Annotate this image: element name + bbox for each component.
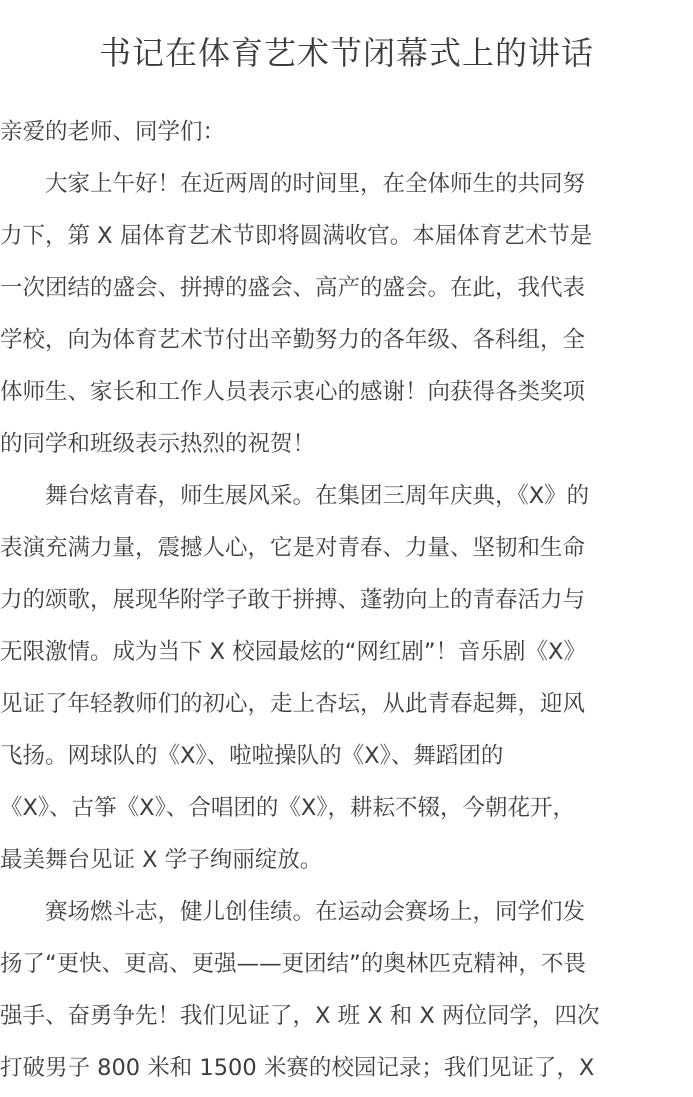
text-line: 强手、奋勇争先！我们见证了，X 班 X 和 X 两位同学，四次 [0, 1003, 600, 1029]
text-line: 体师生、家长和工作人员表示衷心的感谢！向获得各类奖项 [0, 379, 586, 405]
text-line: 见证了年轻教师们的初心，走上杏坛，从此青春起舞，迎风 [0, 691, 586, 717]
text-line: 赛场燃斗志，健儿创佳绩。在运动会赛场上，同学们发 [0, 899, 586, 925]
text-line: 力的颂歌，展现华附学子敢于拼搏、蓬勃向上的青春活力与 [0, 587, 586, 613]
text-line: 的同学和班级表示热烈的祝贺！ [0, 431, 316, 457]
text-line: 亲爱的老师、同学们： [0, 119, 226, 145]
text-line: 最美舞台见证 X 学子绚丽绽放。 [0, 847, 323, 873]
text-line: 舞台炫青春，师生展风采。在集团三周年庆典，《X》的 [0, 483, 590, 509]
document-title: 书记在体育艺术节闭幕式上的讲话 [98, 34, 594, 72]
text-line: 学校，向为体育艺术节付出辛勤努力的各年级、各科组，全 [0, 327, 586, 353]
text-line: 力下，第 X 届体育艺术节即将圆满收官。本届体育艺术节是 [0, 223, 593, 249]
text-line: 一次团结的盛会、拼搏的盛会、高产的盛会。在此，我代表 [0, 275, 586, 301]
text-line: 大家上午好！在近两周的时间里，在全体师生的共同努 [0, 171, 586, 197]
text-line: 无限激情。成为当下 X 校园最炫的“网红剧”！音乐剧《X》 [0, 639, 586, 665]
text-line: 表演充满力量，震撼人心，它是对青春、力量、坚韧和生命 [0, 535, 586, 561]
text-line: 打破男子 800 米和 1500 米赛的校园记录；我们见证了，X [0, 1055, 595, 1081]
text-line: 扬了“更快、更高、更强——更团结”的奥林匹克精神，不畏 [0, 951, 586, 977]
document-body [0, 106, 693, 1094]
text-line: 《X》、古筝《X》、合唱团的《X》，耕耘不辍，今朝花开， [0, 795, 575, 821]
text-line: 飞扬。网球队的《X》、啦啦操队的《X》、舞蹈团的 [0, 743, 504, 769]
